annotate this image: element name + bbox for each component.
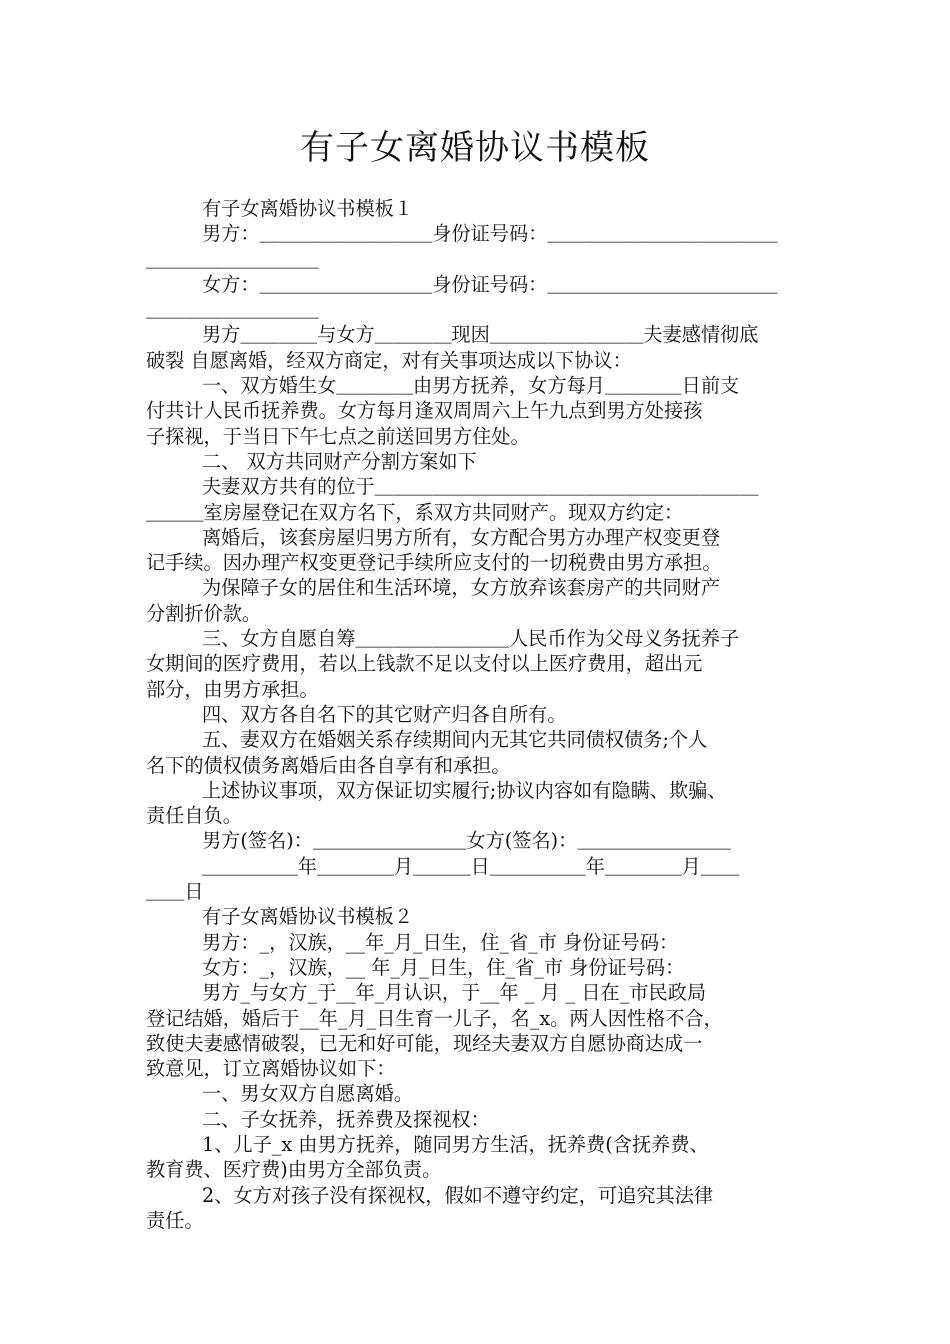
text-line: 男方(签名)：＿＿＿＿＿＿＿＿女方(签名)：＿＿＿＿＿＿＿＿	[202, 829, 731, 853]
text-line: 女方：_，汉族，__ 年_月_日生，住_省_市 身份证号码：	[202, 955, 685, 979]
text-line: 1、儿子_x 由男方抚养，随同男方生活，抚养费(含抚养费、	[202, 1132, 709, 1156]
text-line: 离婚后，该套房屋归男方所有，女方配合男方办理产权变更登	[202, 525, 721, 549]
text-line: 上述协议事项，双方保证切实履行;协议内容如有隐瞒、欺骗、	[202, 778, 727, 802]
text-line: 为保障子女的居住和生活环境，女方放弃该套房产的共同财产	[202, 576, 721, 600]
text-line: 五、妻双方在婚姻关系存续期间内无其它共同债权债务;个人	[202, 728, 708, 752]
text-line: 责任。	[146, 1208, 204, 1232]
text-line: 子探视，于当日下午七点之前送回男方住处。	[146, 424, 530, 448]
text-line: 二、子女抚养，抚养费及探视权：	[202, 1107, 490, 1131]
document-body	[146, 196, 810, 1233]
text-line: 二、 双方共同财产分割方案如下	[202, 449, 477, 473]
text-line: 责任自负。	[146, 804, 242, 828]
text-line: 登记结婚，婚后于__年_月_日生育一儿子，名_x。两人因性格不合，	[146, 1006, 723, 1030]
text-line: ＿＿＿＿＿年＿＿＿＿月＿＿＿日＿＿＿＿＿年＿＿＿＿月＿＿	[202, 854, 740, 878]
text-line: 一、双方婚生女＿＿＿＿由男方抚养，女方每月＿＿＿＿日前支	[202, 374, 740, 398]
text-line: 付共计人民币抚养费。女方每月逢双周周六上午九点到男方处接孩	[146, 399, 703, 423]
text-line: ＿＿＿＿＿＿＿＿＿	[146, 247, 319, 271]
text-line: 名下的债权债务离婚后由各自享有和承担。	[146, 753, 511, 777]
text-line: 男方_与女方_于__年_月认识，于__年 _ 月 _ 日在_市民政局	[202, 981, 707, 1005]
text-line: 分割折价款。	[146, 601, 262, 625]
text-line: 致使夫妻感情破裂，已无和好可能，现经夫妻双方自愿协商达成一	[146, 1031, 703, 1055]
text-line: 男方：_，汉族，__年_月_日生，住_省_市 身份证号码：	[202, 930, 679, 954]
text-line: 女方：＿＿＿＿＿＿＿＿＿身份证号码：＿＿＿＿＿＿＿＿＿＿＿＿	[202, 272, 778, 296]
text-line: 男方：＿＿＿＿＿＿＿＿＿身份证号码：＿＿＿＿＿＿＿＿＿＿＿＿	[202, 222, 778, 246]
text-line: 一、男女双方自愿离婚。	[202, 1082, 414, 1106]
text-line: 致意见，订立离婚协议如下：	[146, 1057, 396, 1081]
text-line: 四、双方各自名下的其它财产归各自所有。	[202, 702, 567, 726]
text-line: 教育费、医疗费)由男方全部负责。	[146, 1158, 442, 1182]
text-line: 记手续。因办理产权变更登记手续所应支付的一切税费由男方承担。	[146, 551, 722, 575]
text-line: 2、女方对孩子没有探视权，假如不遵守约定，可追究其法律	[202, 1183, 714, 1207]
document-title: 有子女离婚协议书模板	[300, 128, 650, 168]
text-line: 有子女离婚协议书模板１	[202, 197, 414, 220]
text-line: 有子女离婚协议书模板２	[202, 905, 414, 929]
text-line: 三、女方自愿自筹＿＿＿＿＿＿＿＿人民币作为父母义务抚养子	[202, 627, 740, 651]
text-line: 破裂 自愿离婚，经双方商定，对有关事项达成以下协议：	[146, 348, 632, 372]
text-line: ＿＿＿＿＿＿＿＿＿	[146, 298, 319, 322]
text-line: ＿＿日	[146, 880, 204, 904]
text-line: 女期间的医疗费用，若以上钱款不足以支付以上医疗费用，超出元	[146, 652, 703, 676]
text-line: 夫妻双方共有的位于＿＿＿＿＿＿＿＿＿＿＿＿＿＿＿＿＿＿＿＿	[202, 475, 759, 499]
text-line: ＿＿＿室房屋登记在双方名下，系双方共同财产。现双方约定：	[146, 500, 684, 524]
text-line: 男方＿＿＿＿与女方＿＿＿＿现因＿＿＿＿＿＿＿＿夫妻感情彻底	[202, 323, 759, 347]
text-line: 部分，由男方承担。	[146, 677, 319, 701]
